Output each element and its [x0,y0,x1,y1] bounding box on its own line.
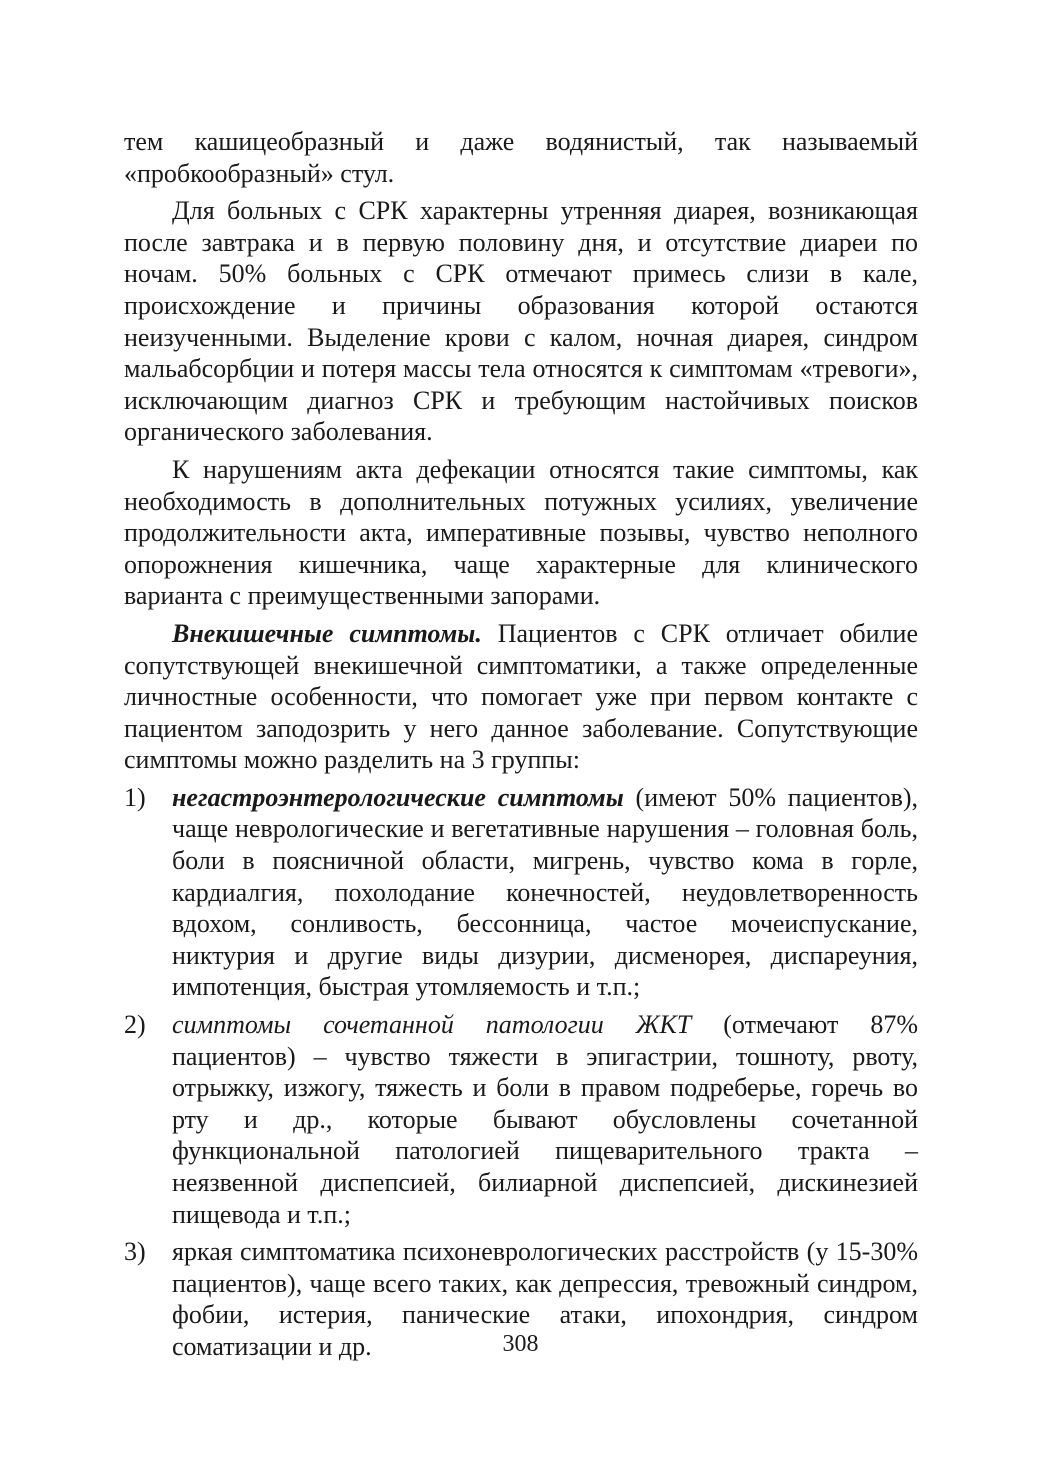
list-item [124,1009,918,1230]
paragraph-extraintestinal [124,618,918,776]
page-body [124,126,918,1369]
paragraph-continuation: тем кашицеобразный и даже водянистый, так называемый «пробкообразный» стул. [124,127,918,188]
list-item-term: негастроэнтерологические симптомы [172,782,624,812]
list-item [124,782,918,1003]
paragraph-extraintestinal-text: Пациентов с СРК отличает обилие сопутствующей внекишечной симптоматики, а также определенные личностные особенности, что помогает уже при первом контакте с пациентом заподозрить у него данное заболевание. Сопутствующие симптомы можно разделить на 3 группы: [124,618,918,775]
list-item-text: (отмечают 87% пациентов) – чувство тяжести в эпигастрии, тошноту, рвоту, отрыжку, изжогу, тяжесть и боли в правом подреберье, горечь во рту и др., которые бывают обусловлены сочетанной функциональной патологией пищеварительного тракта – неязвенной диспепсией, билиарной диспепсией, дискинезией пищевода и т.п.; [172,1010,918,1229]
list-item-term: симптомы сочетанной патологии ЖКТ [172,1010,692,1040]
paragraph-defecation: К нарушениям акта дефекации относятся такие симптомы, как необходимость в дополнительных потужных усилиях, увеличение продолжительности акта, императивные позывы, чувство неполного опорожнения кишечника, чаще характерные для клинического варианта с преимущественными запорами. [124,454,918,611]
list-item-number: 1) [124,782,146,812]
list-item-number: 2) [124,1010,146,1040]
symptom-groups-list [124,782,918,1363]
list-item-number: 3) [124,1237,146,1267]
section-heading-extraintestinal: Внекишечные симптомы. [172,618,482,648]
paragraph-diarrhea: Для больных с СРК характерны утренняя диарея, возникающая после завтрака и в первую половину дня, и отсутствие диареи по ночам. 50% больных с СРК отмечают примесь слизи в кале, происхождение и причины образования которой остаются неизученными. Выделение крови с калом, ночная диарея, синдром мальабсорбции и потеря массы тела относятся к симптомам «тревоги», исключающим диагноз СРК и требующим настойчивых поисков органического заболевания. [124,196,918,447]
list-item-text: яркая симптоматика психоневрологических расстройств (у 15-30% пациентов), чаще всего таких, как депрессия, тревожный синдром, фобии, истерия, панические атаки, ипохондрия, синдром соматизации и др. [172,1237,918,1361]
page-number: 308 [502,1331,539,1357]
list-item-text: (имеют 50% пациентов), чаще неврологические и вегетативные нарушения – головная боль, боли в поясничной области, мигрень, чувство кома в горле, кардиалгия, похолодание конечностей, неудовлетворенность вдохом, сонливость, бессонница, частое мочеиспускание, никтурия и другие виды дизурии, дисменорея, диспареуния, импотенция, быстрая утомляемость и т.п.; [172,782,919,1002]
